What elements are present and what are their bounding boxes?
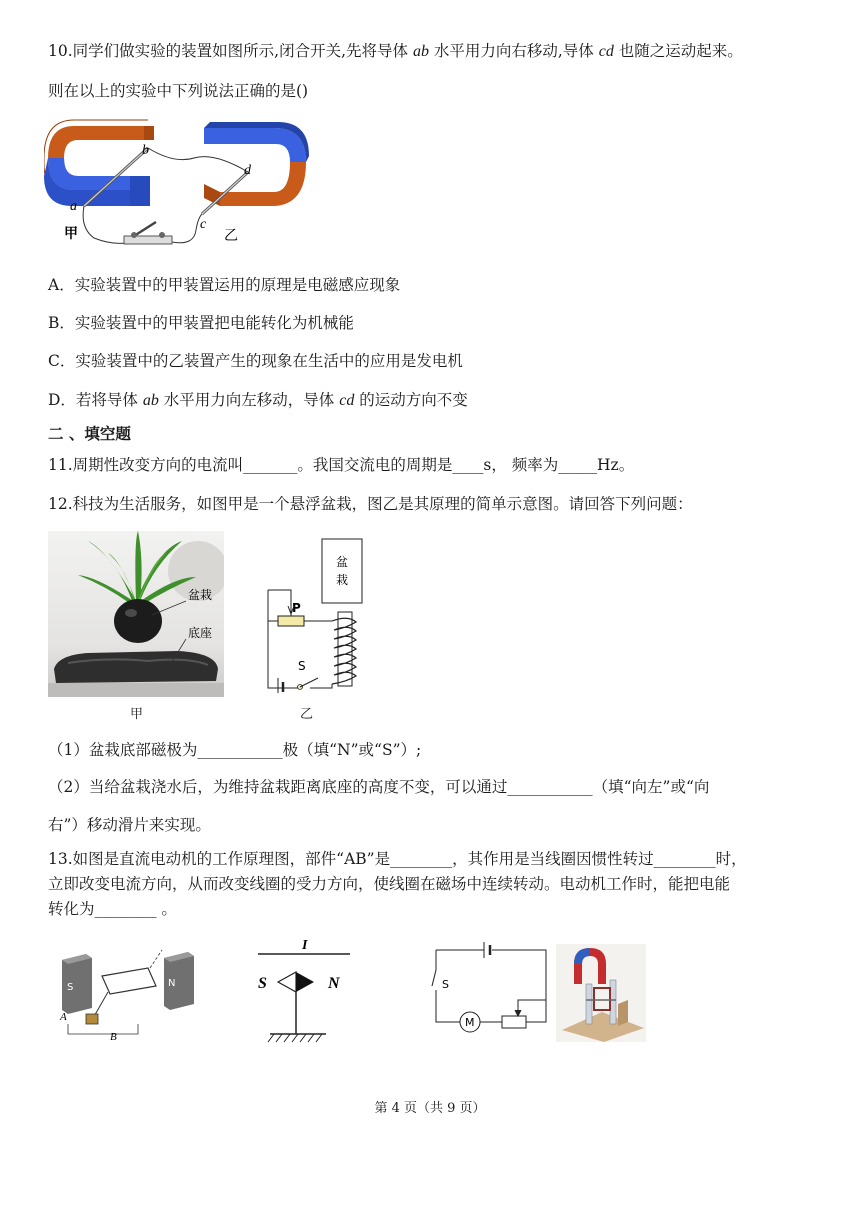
commutator-b-label: B — [110, 1031, 117, 1041]
caption-jia: 甲 — [130, 707, 144, 722]
q10-option-c: C．实验装置中的乙装置产生的现象在生活中的应用是发电机 — [48, 352, 463, 370]
label-s: S — [298, 659, 306, 673]
q13-line2: 立即改变电流方向，从而改变线圈的受力方向，使线圈在磁场中连续转动。电动机工作时，能把电能 — [48, 875, 731, 893]
needle-s-label: S — [258, 975, 267, 992]
diagram-pot-char2: 栽 — [336, 573, 349, 587]
var-ab: ab — [412, 43, 429, 60]
q10-text: 10.同学们做实验的装置如图所示,闭合开关,先将导体 — [48, 42, 413, 60]
caption-yi: 乙 — [300, 707, 314, 722]
option-d-text: 水平用力向左移动，导体 — [158, 391, 340, 409]
magnet-s-label: S — [67, 982, 74, 993]
label-jia: 甲 — [64, 226, 78, 242]
q10-stem-line2: 则在以上的实验中下列说法正确的是() — [48, 82, 309, 100]
page-footer: 第 4 页（共 9 页） — [374, 1101, 486, 1116]
q13-motor-figure — [52, 946, 202, 1041]
label-c: c — [200, 217, 207, 232]
section-heading: 二 、填空题 — [48, 424, 131, 443]
switch-s-label: S — [442, 978, 449, 991]
photo-label-base: 底座 — [188, 626, 213, 640]
var-ab: ab — [142, 392, 159, 409]
q13-motor-circuit — [430, 940, 552, 1045]
q12-sub2-line1: （2）当给盆栽浇水后，为维持盆栽距离底座的高度不变，可以通过___________（填“向左”或“向 — [48, 778, 710, 796]
q12-sub2-line2: 右”）移动滑片来实现。 — [48, 816, 211, 834]
label-p: P — [292, 601, 301, 615]
q10-stem-line1 — [48, 41, 743, 62]
magnet-n-label: N — [168, 978, 176, 989]
q10-text: 水平用力向右移动,导体 — [428, 42, 599, 60]
label-a: a — [70, 199, 77, 214]
label-b: b — [142, 143, 149, 158]
commutator-a-label: A — [60, 1011, 67, 1023]
q10-option-d — [48, 390, 468, 411]
option-d-text: D．若将导体 — [48, 391, 143, 409]
q10-text: 也随之运动起来。 — [613, 42, 743, 60]
q12-sub1: （1）盆栽底部磁极为___________极（填“N”或“S”）; — [48, 741, 422, 759]
photo-label-pot: 盆栽 — [188, 588, 213, 602]
diagram-pot-char1: 盆 — [336, 555, 349, 569]
switch-icon — [124, 222, 172, 244]
motor-m-label: M — [465, 1016, 475, 1029]
levitating-plant-photo — [48, 531, 224, 697]
q13-compass-figure — [254, 934, 354, 1044]
q12-circuit-diagram — [252, 538, 372, 693]
rheostat-icon — [278, 616, 304, 626]
option-d-text: 的运动方向不变 — [354, 391, 468, 409]
rheostat-icon — [502, 1016, 526, 1028]
q10-option-a: A．实验装置中的甲装置运用的原理是电磁感应现象 — [48, 276, 401, 294]
label-yi: 乙 — [224, 228, 238, 244]
current-i-label: I — [302, 938, 308, 953]
needle-n-label: N — [328, 975, 340, 992]
q12-stem: 12.科技为生活服务，如图甲是一个悬浮盆栽，图乙是其原理的简单示意图。请回答下列问题： — [48, 495, 693, 513]
magnet-yi — [204, 122, 309, 206]
var-cd: cd — [339, 392, 355, 409]
q10-figure — [44, 118, 309, 253]
var-cd: cd — [598, 43, 614, 60]
q11-text: 11.周期性改变方向的电流叫_______。我国交流电的周期是____s， 频率为_____Hz。 — [48, 456, 635, 474]
q10-option-b: B．实验装置中的甲装置把电能转化为机械能 — [48, 314, 354, 332]
q13-line3: 转化为________ 。 — [48, 900, 177, 918]
q13-motor-model-photo — [556, 944, 646, 1042]
q13-line1: 13.如图是直流电动机的工作原理图，部件“AB”是________，其作用是当线圈因惯性转过________时， — [48, 850, 747, 868]
label-d: d — [244, 163, 251, 178]
